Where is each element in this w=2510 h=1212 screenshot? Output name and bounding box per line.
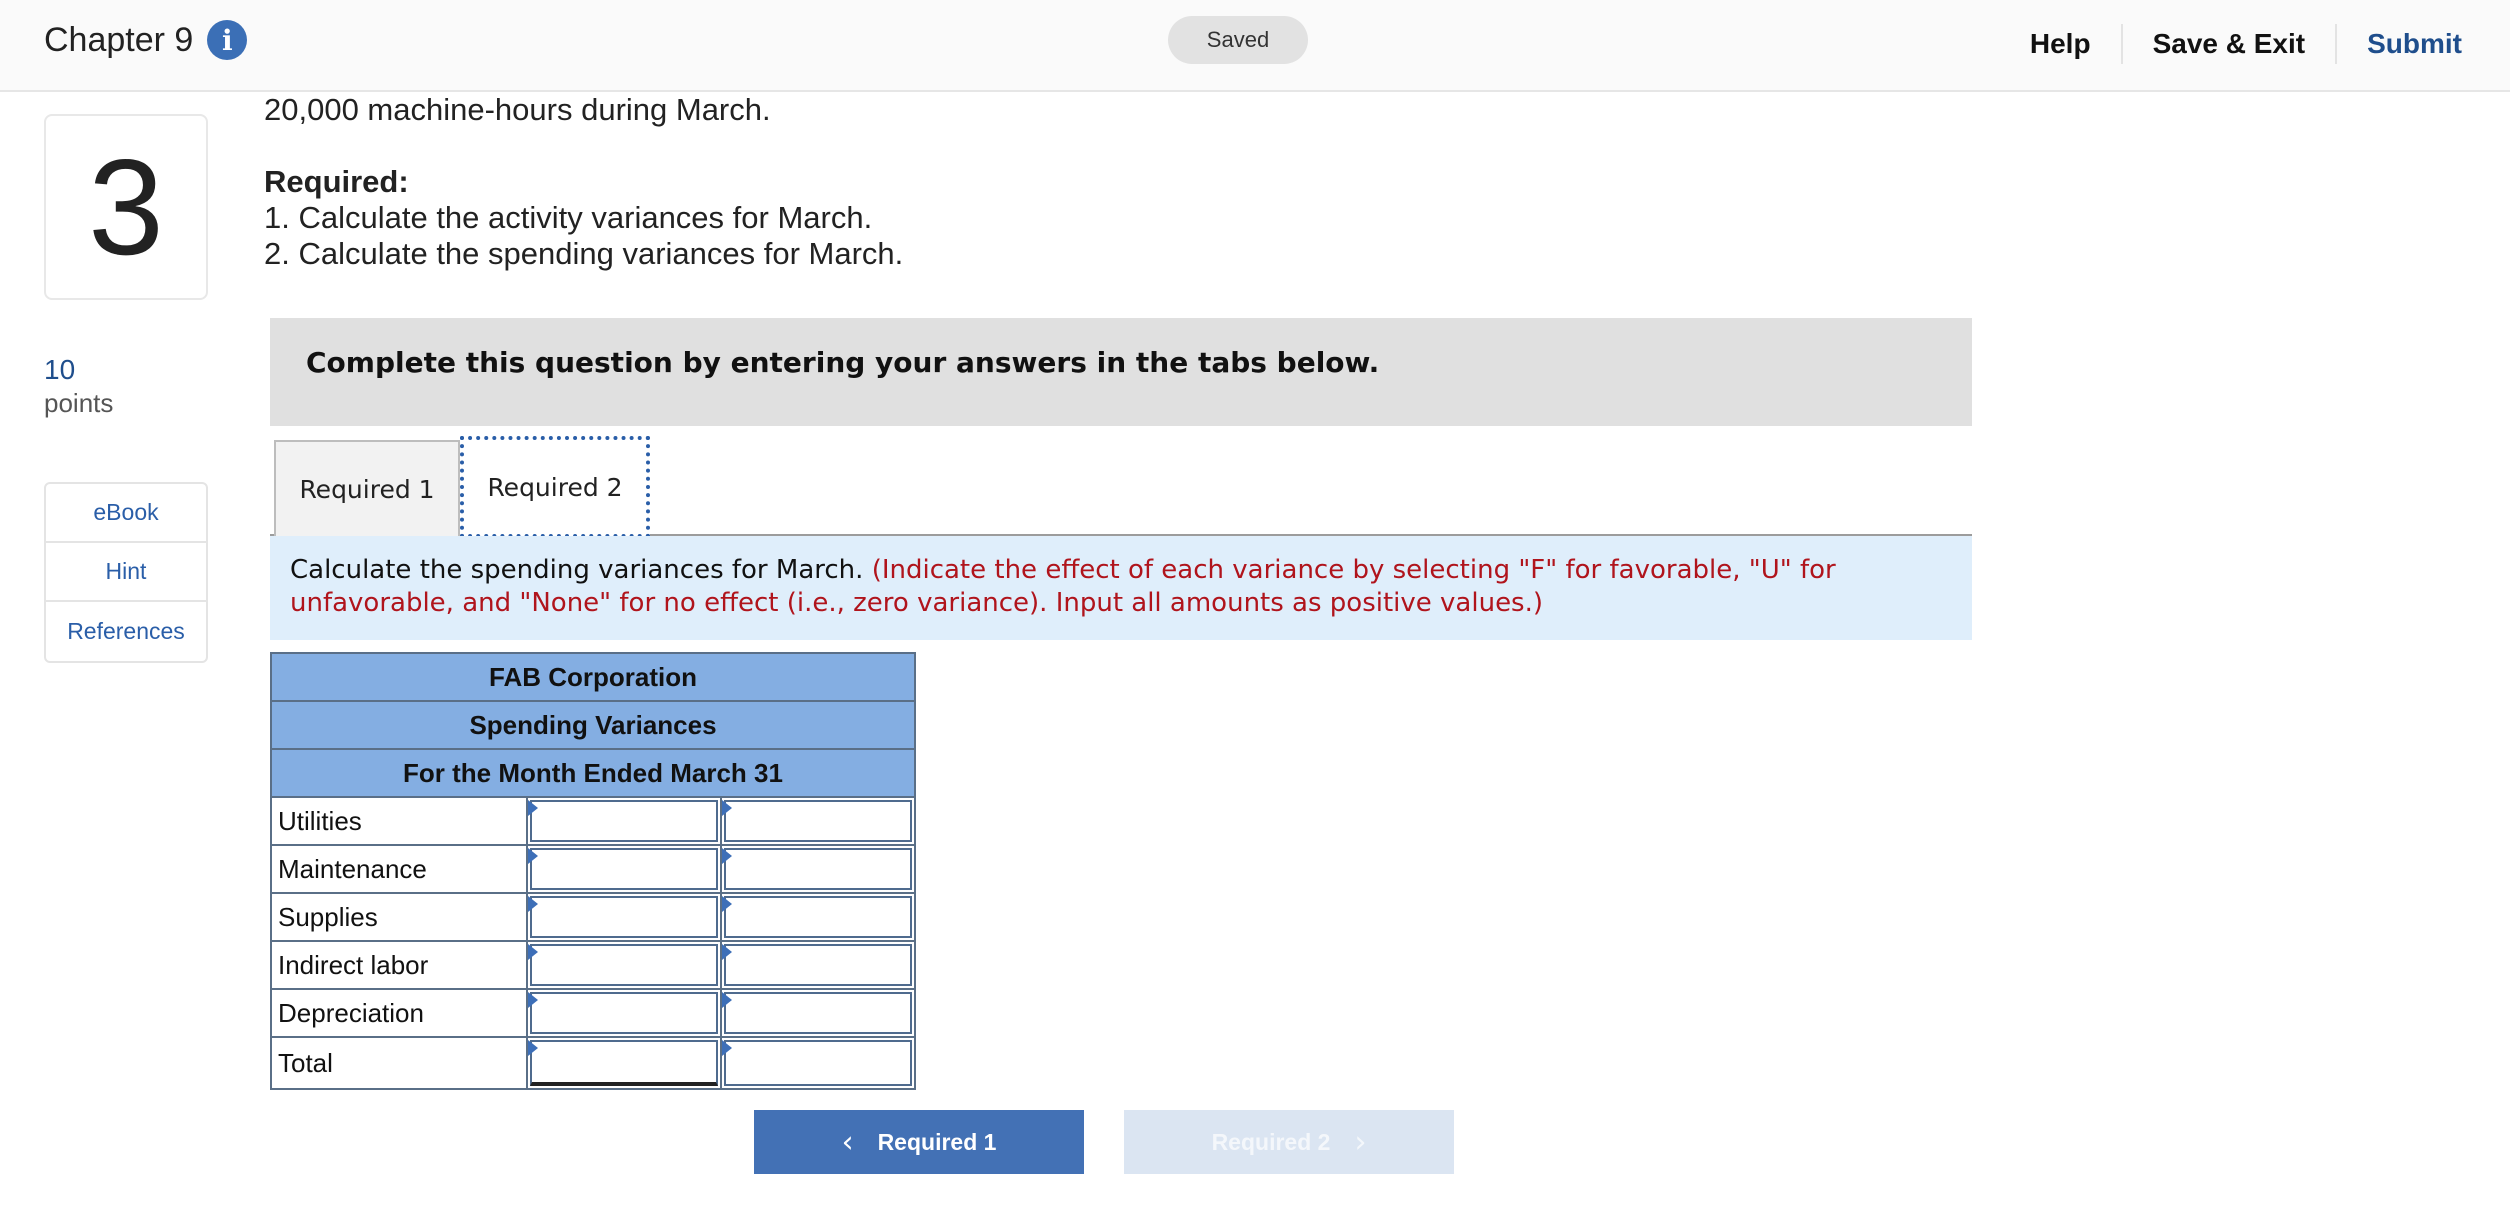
- amount-input-cell[interactable]: [527, 941, 721, 989]
- tab-required-2[interactable]: Required 2: [460, 436, 650, 538]
- dropdown-marker-icon: [722, 944, 732, 960]
- points-value: 10: [44, 354, 76, 385]
- dropdown-marker-icon: [722, 800, 732, 816]
- resource-links: [44, 482, 208, 663]
- table-row-total: [271, 1037, 915, 1089]
- top-header: [0, 0, 2510, 92]
- table-period: For the Month Ended March 31: [271, 749, 915, 797]
- amount-input[interactable]: [530, 992, 718, 1034]
- amount-input[interactable]: [530, 848, 718, 890]
- question-intro-text: 20,000 machine-hours during March.: [264, 92, 771, 127]
- total-amount-input[interactable]: [530, 1040, 718, 1086]
- amount-input[interactable]: [530, 896, 718, 938]
- table-row: [271, 797, 915, 845]
- required-item-2: 2. Calculate the spending variances for March.: [264, 236, 904, 271]
- next-required-button[interactable]: [1124, 1110, 1454, 1174]
- info-icon[interactable]: i: [207, 20, 247, 60]
- effect-select[interactable]: [724, 992, 912, 1034]
- required-heading: Required:: [264, 164, 409, 199]
- row-label: Utilities: [271, 797, 527, 845]
- effect-select-cell[interactable]: [721, 893, 915, 941]
- spending-variances-table: [270, 652, 916, 1090]
- effect-select[interactable]: [724, 800, 912, 842]
- instruction-main: Calculate the spending variances for March.: [290, 555, 864, 585]
- submit-link[interactable]: Submit: [2335, 24, 2510, 64]
- saved-status-badge: Saved: [1168, 16, 1308, 64]
- question-number: 3: [44, 114, 208, 300]
- amount-input-cell[interactable]: [527, 893, 721, 941]
- points-label: points: [44, 388, 114, 418]
- effect-select[interactable]: [724, 896, 912, 938]
- banner-text: Complete this question by entering your answers in the tabs below.: [306, 346, 1380, 379]
- amount-input[interactable]: [530, 800, 718, 842]
- dropdown-marker-icon: [528, 848, 538, 864]
- prev-button-label: Required 1: [877, 1128, 997, 1155]
- dropdown-marker-icon: [722, 896, 732, 912]
- hint-link[interactable]: Hint: [46, 543, 206, 602]
- ebook-link[interactable]: eBook: [46, 484, 206, 543]
- total-effect-select-cell[interactable]: [721, 1037, 915, 1089]
- row-label: Total: [271, 1037, 527, 1089]
- references-link[interactable]: References: [67, 618, 185, 644]
- effect-select-cell[interactable]: [721, 989, 915, 1037]
- next-button-label: Required 2: [1211, 1128, 1331, 1155]
- row-label: Depreciation: [271, 989, 527, 1037]
- chapter-label: Chapter 9: [44, 20, 194, 59]
- amount-input-cell[interactable]: [527, 845, 721, 893]
- total-effect-select[interactable]: [724, 1040, 912, 1086]
- row-label: Maintenance: [271, 845, 527, 893]
- tab-instructions: [270, 536, 1972, 640]
- tab-required-1[interactable]: Required 1: [274, 440, 460, 536]
- table-row: [271, 989, 915, 1037]
- dropdown-marker-icon: [722, 848, 732, 864]
- dropdown-marker-icon: [528, 1040, 538, 1056]
- amount-input-cell[interactable]: [527, 989, 721, 1037]
- header-actions: [2000, 24, 2510, 64]
- dropdown-marker-icon: [722, 1040, 732, 1056]
- table-subtitle: Spending Variances: [271, 701, 915, 749]
- chapter-title: [44, 20, 247, 60]
- table-row: [271, 893, 915, 941]
- effect-select-cell[interactable]: [721, 941, 915, 989]
- effect-select[interactable]: [724, 944, 912, 986]
- prev-required-button[interactable]: [754, 1110, 1084, 1174]
- dropdown-marker-icon: [722, 992, 732, 1008]
- save-exit-link[interactable]: Save & Exit: [2121, 24, 2336, 64]
- chevron-left-icon: ‹: [841, 1124, 854, 1160]
- required-item-1: 1. Calculate the activity variances for March.: [264, 200, 873, 235]
- dropdown-marker-icon: [528, 992, 538, 1008]
- chevron-right-icon: ›: [1354, 1124, 1367, 1160]
- table-company-title: FAB Corporation: [271, 653, 915, 701]
- row-label: Supplies: [271, 893, 527, 941]
- table-row: [271, 845, 915, 893]
- help-link[interactable]: Help: [2029, 28, 2091, 59]
- instruction-note: (Indicate the effect of each variance by selecting "F" for favorable, "U" for unfavorable, and "None" for no effect (i.e., zero variance). Input all amounts as positive values.): [290, 555, 1836, 618]
- dropdown-marker-icon: [528, 896, 538, 912]
- effect-select[interactable]: [724, 848, 912, 890]
- dropdown-marker-icon: [528, 800, 538, 816]
- effect-select-cell[interactable]: [721, 845, 915, 893]
- answer-tabs: [270, 436, 1972, 536]
- table-row: [271, 941, 915, 989]
- amount-input-cell[interactable]: [527, 797, 721, 845]
- instruction-banner: [270, 318, 1972, 426]
- dropdown-marker-icon: [528, 944, 538, 960]
- total-amount-input-cell[interactable]: [527, 1037, 721, 1089]
- effect-select-cell[interactable]: [721, 797, 915, 845]
- amount-input[interactable]: [530, 944, 718, 986]
- row-label: Indirect labor: [271, 941, 527, 989]
